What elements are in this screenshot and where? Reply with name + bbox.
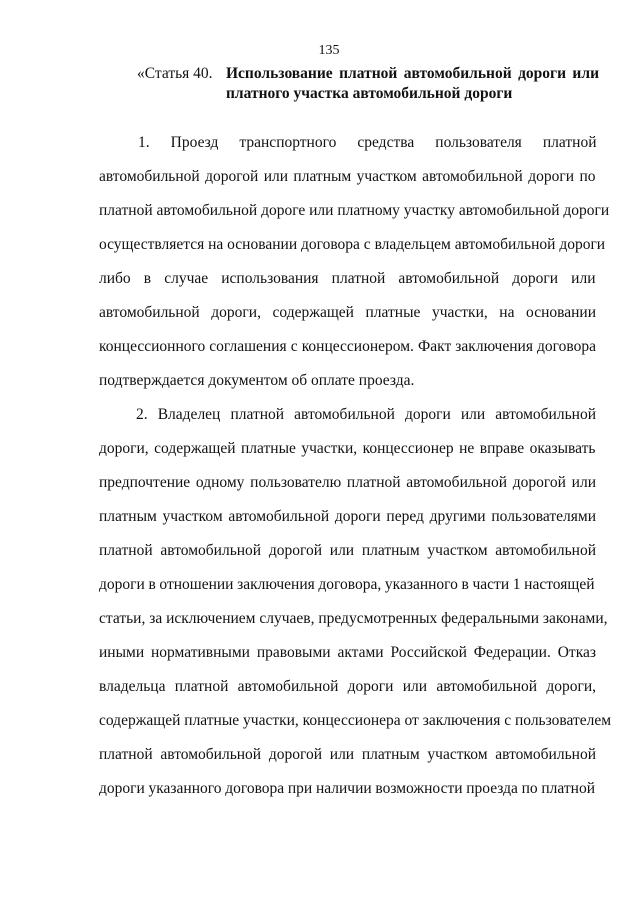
text-line: 1. Проезд транспортного средства пользователя платной bbox=[138, 134, 597, 151]
text-line: 2. Владелец платной автомобильной дороги или автомобильной bbox=[136, 406, 596, 423]
text-line: дороги, содержащей платные участки, концессионер не вправе оказывать bbox=[99, 440, 596, 457]
article-heading bbox=[137, 64, 599, 104]
text-line: автомобильной дорогой или платным участком автомобильной дороги по bbox=[99, 168, 596, 185]
text-line: содержащей платные участки, концессионера от заключения с пользователем bbox=[99, 712, 612, 729]
paragraph-1 bbox=[99, 126, 610, 398]
text-line: платной автомобильной дорогой или платным участком автомобильной bbox=[99, 542, 596, 559]
text-line: осуществляется на основании договора с владельцем автомобильной дороги bbox=[99, 236, 606, 253]
text-line: платной автомобильной дороге или платному участку автомобильной дороги bbox=[99, 202, 610, 219]
text-line: дороги указанного договора при наличии возможности проезда по платной bbox=[99, 780, 595, 797]
text-line: иными нормативными правовыми актами Российской Федерации. Отказ bbox=[99, 644, 596, 661]
text-line: либо в случае использования платной автомобильной дороги или bbox=[99, 270, 596, 287]
article-title: Использование платной автомобильной дороги или платного участка автомобильной дороги bbox=[226, 65, 599, 102]
paragraph-2 bbox=[99, 398, 612, 806]
text-line: дороги в отношении заключения договора, указанного в части 1 настоящей bbox=[99, 576, 595, 593]
text-line: платным участком автомобильной дороги перед другими пользователями bbox=[99, 508, 596, 525]
article-number: «Статья 40. bbox=[137, 65, 213, 82]
page-number: 135 bbox=[318, 43, 340, 58]
text-line: платной автомобильной дорогой или платным участком автомобильной bbox=[99, 746, 596, 763]
text-line: подтверждается документом об оплате проезда. bbox=[99, 372, 415, 389]
text-line: владельца платной автомобильной дороги или автомобильной дороги, bbox=[99, 678, 596, 695]
text-line: концессионного соглашения с концессионером. Факт заключения договора bbox=[99, 338, 596, 355]
text-line: статьи, за исключением случаев, предусмотренных федеральными законами, bbox=[99, 610, 608, 627]
text-line: автомобильной дороги, содержащей платные участки, на основании bbox=[99, 304, 596, 321]
text-line: предпочтение одному пользователю платной автомобильной дорогой или bbox=[99, 474, 596, 491]
article-body bbox=[99, 126, 612, 806]
